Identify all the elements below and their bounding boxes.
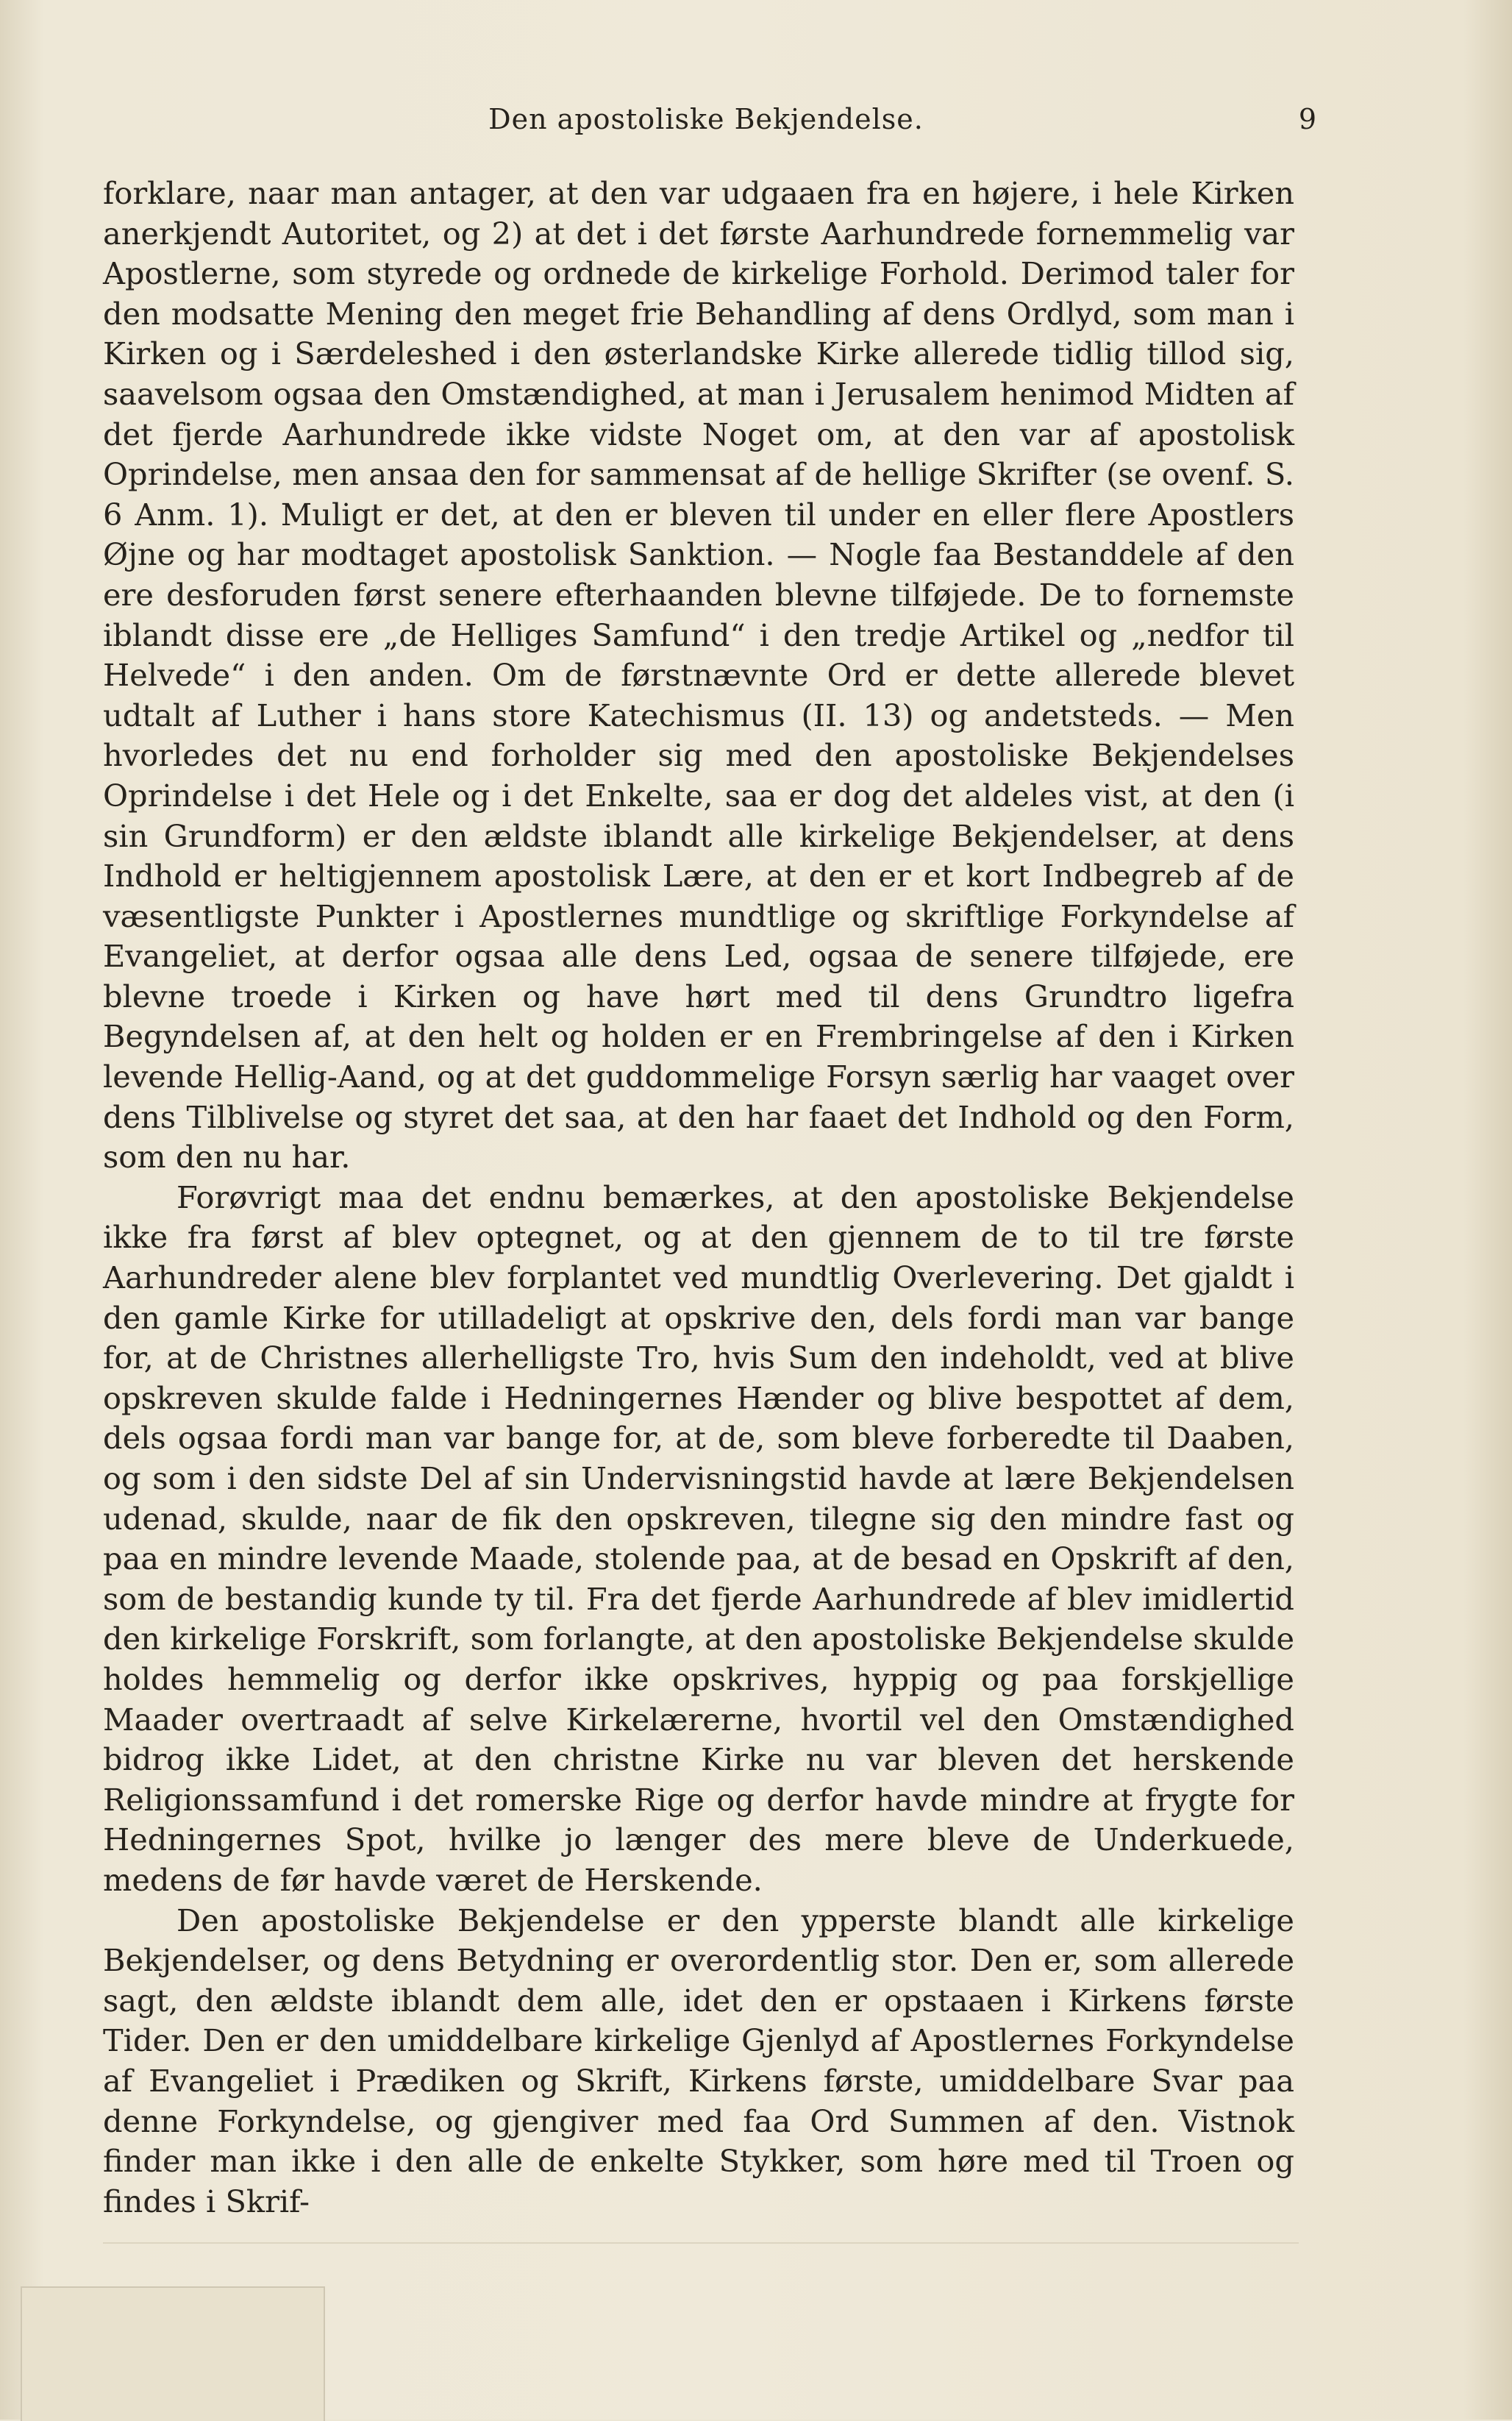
paragraph-1: forklare, naar man antager, at den var udgaaen fra en højere, i hele Kirken anerkjendt Autoritet, og 2) at det i det første Aarhundrede fornemmelig var Apostlerne, som styrede og ordnede de kirkelige Forhold. Derimod taler for den modsatte Mening den meget frie Behandling af dens Ordlyd, som man i Kirken og i Særdeleshed i den østerlandske Kirke allerede tidlig tillod sig, saavelsom ogsaa den Omstændighed, at man i Jerusalem henimod Midten af det fjerde Aarhundrede ikke vidste Noget om, at den var af apostolisk Oprindelse, men ansaa den for sammensat af de hellige Skrifter (se ovenf. S. 6 Anm. 1). Muligt er det, at den er bleven til under en eller flere Apostlers Øjne og har modtaget apostolisk Sanktion. — Nogle faa Bestanddele af den ere desforuden først senere efterhaanden blevne tilføjede. De to fornemste iblandt disse ere „de Helliges Samfund“ i den tredje Artikel og „nedfor til Helvede“ i den anden. Om de førstnævnte Ord er dette allerede blevet udtalt af Luther i hans store Katechismus (II. 13) og andetsteds. — Men hvorledes det nu end forholder sig med den apostoliske Bekjendelses Oprindelse i det Hele og i det Enkelte, saa er dog det aldeles vist, at den (i sin Grundform) er den ældste iblandt alle kirkelige Bekjendelser, at dens Indhold er heltigjennem apostolisk Lære, at den er et kort Indbegreb af de væsentligste Punkter i Apostlernes mundtlige og skriftlige Forkyndelse af Evangeliet, at derfor ogsaa alle dens Led, ogsaa de senere tilføjede, ere blevne troede i Kirken og have hørt med til dens Grundtro ligefra Begyndelsen af, at den helt og holden er en Frembringelse af den i Kirken levende Hellig-Aand, og at det guddommelige Forsyn særlig har vaaget over dens Tilblivelse og styret det saa, at den har faaet det Indhold og den Form, som den nu har. — [103, 175, 1294, 1176]
library-stamp-box — [21, 2286, 325, 2421]
page-number: 9 — [1298, 103, 1316, 135]
page-bottom-rule — [103, 2242, 1299, 2244]
paragraph-2: Forøvrigt maa det endnu bemærkes, at den apostoliske Bekjendelse ikke fra først af blev optegnet, og at den gjennem de to til tre første Aarhundreder alene blev forplantet ved mundtlig Overlevering. Det gjaldt i den gamle Kirke for utilladeligt at opskrive den, dels fordi man var bange for, at de Christnes allerhelligste Tro, hvis Sum den indeholdt, ved at blive opskreven skulde falde i Hedningernes Hænder og blive bespottet af dem, dels ogsaa fordi man var bange for, at de, som bleve forberedte til Daaben, og som i den sidste Del af sin Undervisningstid havde at lære Bekjendelsen udenad, skulde, naar de fik den opskreven, tilegne sig den mindre fast og paa en mindre levende Maade, stolende paa, at de besad en Opskrift af den, som de bestandig kunde ty til. Fra det fjerde Aarhundrede af blev imidlertid den kirkelige Forskrift, som forlangte, at den apostoliske Bekjendelse skulde holdes hemmelig og derfor ikke opskrives, hyppig og paa forskjellige Maader overtraadt af selve Kirkelærerne, hvortil vel den Omstændighed bidrog ikke Lidet, at den christne Kirke nu var bleven det herskende Religionssamfund i det romerske Rige og derfor havde mindre at frygte for Hedningernes Spot, hvilke jo længer des mere bleve de Underkuede, medens de før havde været de Herskende. — [103, 1178, 1294, 1898]
body-text — [103, 174, 1294, 2222]
paragraph-3: Den apostoliske Bekjendelse er den ypperste blandt alle kirkelige Bekjendelser, og dens Betydning er overordentlig stor. Den er, som allerede sagt, den ældste iblandt dem alle, idet den er opstaaen i Kirkens første Tider. Den er den umiddelbare kirkelige Gjenlyd af Apostlernes Forkyndelse af Evangeliet i Prædiken og Skrift, Kirkens første, umiddelbare Svar paa denne Forkyndelse, og gjengiver med faa Ord Summen af den. Vistnok finder man ikke i den alle de enkelte Stykker, som høre med til Troen og findes i Skrif- — [103, 1902, 1294, 2219]
running-title: Den apostoliske Bekjendelse. — [488, 103, 924, 135]
page-header — [110, 103, 1316, 147]
